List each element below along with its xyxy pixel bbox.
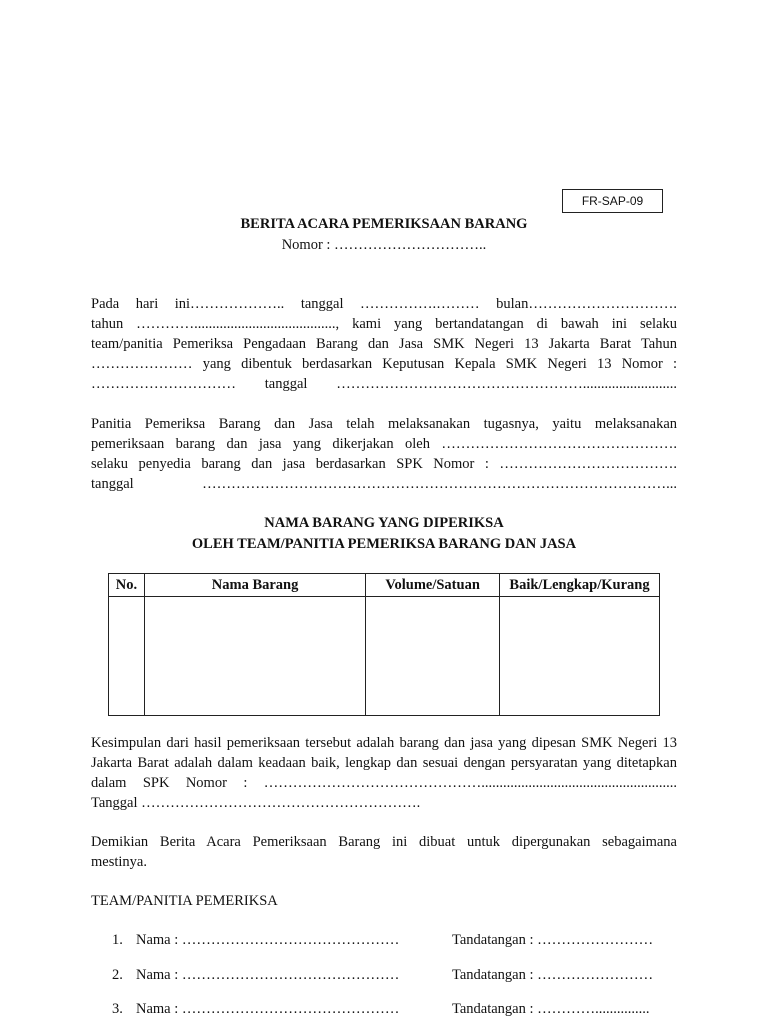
member-number: 1. [112,932,123,948]
items-table [108,573,660,716]
paragraph-line: ………………… yang dibentuk berdasarkan Keputusan Kepala SMK Negeri 13 Nomor : [91,356,677,372]
task-paragraph [91,414,677,494]
opening-paragraph [91,294,677,394]
table-cell[interactable] [500,597,660,716]
member-row [112,1001,672,1021]
closing-paragraph [91,832,677,872]
conclusion-paragraph [91,733,677,813]
member-number: 3. [112,1001,123,1017]
member-signature-field[interactable]: Tandatangan : …………............... [452,1001,650,1017]
section-title-line-2: OLEH TEAM/PANITIA PEMERIKSA BARANG DAN JASA [191,536,577,552]
paragraph-line: Tanggal …………………………………………………. [91,795,421,811]
paragraph-line: dalam SPK Nomor : ………………………………………...................................................... [91,775,677,791]
member-name-field[interactable]: Nama : ……………………………………… [136,932,400,948]
member-name-field[interactable]: Nama : ……………………………………… [136,967,400,983]
paragraph-line: selaku penyedia barang dan jasa berdasarkan SPK Nomor : ………………………………. [91,456,677,472]
document-title: BERITA ACARA PEMERIKSAAN BARANG [240,216,528,232]
col-header-no: No. [109,574,145,597]
paragraph-line: tahun …………......................................., kami yang bertandatangan di bawah ini selaku [91,316,677,332]
member-number: 2. [112,967,123,983]
paragraph-line: mestinya. [91,854,147,870]
paragraph-line: Kesimpulan dari hasil pemeriksaan tersebut adalah barang dan jasa yang dipesan SMK Negeri 13 [91,735,677,751]
member-signature-field[interactable]: Tandatangan : …………………… [452,932,654,948]
table-cell[interactable] [366,597,500,716]
table-cell[interactable] [109,597,145,716]
member-row [112,967,672,987]
paragraph-line: Panitia Pemeriksa Barang dan Jasa telah melaksanakan tugasnya, yaitu melaksanakan [91,416,677,432]
col-header-volume: Volume/Satuan [366,574,500,597]
paragraph-line: Demikian Berita Acara Pemeriksaan Barang ini dibuat untuk dipergunakan sebagaimana [91,834,677,850]
table-row [109,597,660,716]
paragraph-line: Jakarta Barat adalah dalam keadaan baik, lengkap dan sesuai dengan persyaratan yang ditetapkan [91,755,677,771]
team-heading: TEAM/PANITIA PEMERIKSA [91,893,278,909]
col-header-item-name: Nama Barang [144,574,365,597]
member-row [112,932,672,952]
paragraph-line: ………………………… tanggal …………………………………………….......................... [91,376,677,392]
form-code-box: FR-SAP-09 [562,189,663,213]
paragraph-line: Pada hari ini……………….. tanggal …………….……… bulan…………………………. [91,296,677,312]
section-title-line-1: NAMA BARANG YANG DIPERIKSA [264,515,504,531]
paragraph-line: tanggal ……………………………………………………………………………………... [91,476,677,492]
paragraph-line: team/panitia Pemeriksa Pengadaan Barang dan Jasa SMK Negeri 13 Jakarta Barat Tahun [91,336,677,352]
member-name-field[interactable]: Nama : ……………………………………… [136,1001,400,1017]
paragraph-line: pemeriksaan barang dan jasa yang dikerjakan oleh …………………………………………. [91,436,677,452]
member-signature-field[interactable]: Tandatangan : …………………… [452,967,654,983]
table-header-row [109,574,660,597]
col-header-condition: Baik/Lengkap/Kurang [500,574,660,597]
document-number: Nomor : ………………………….. [281,237,487,253]
table-cell[interactable] [144,597,365,716]
